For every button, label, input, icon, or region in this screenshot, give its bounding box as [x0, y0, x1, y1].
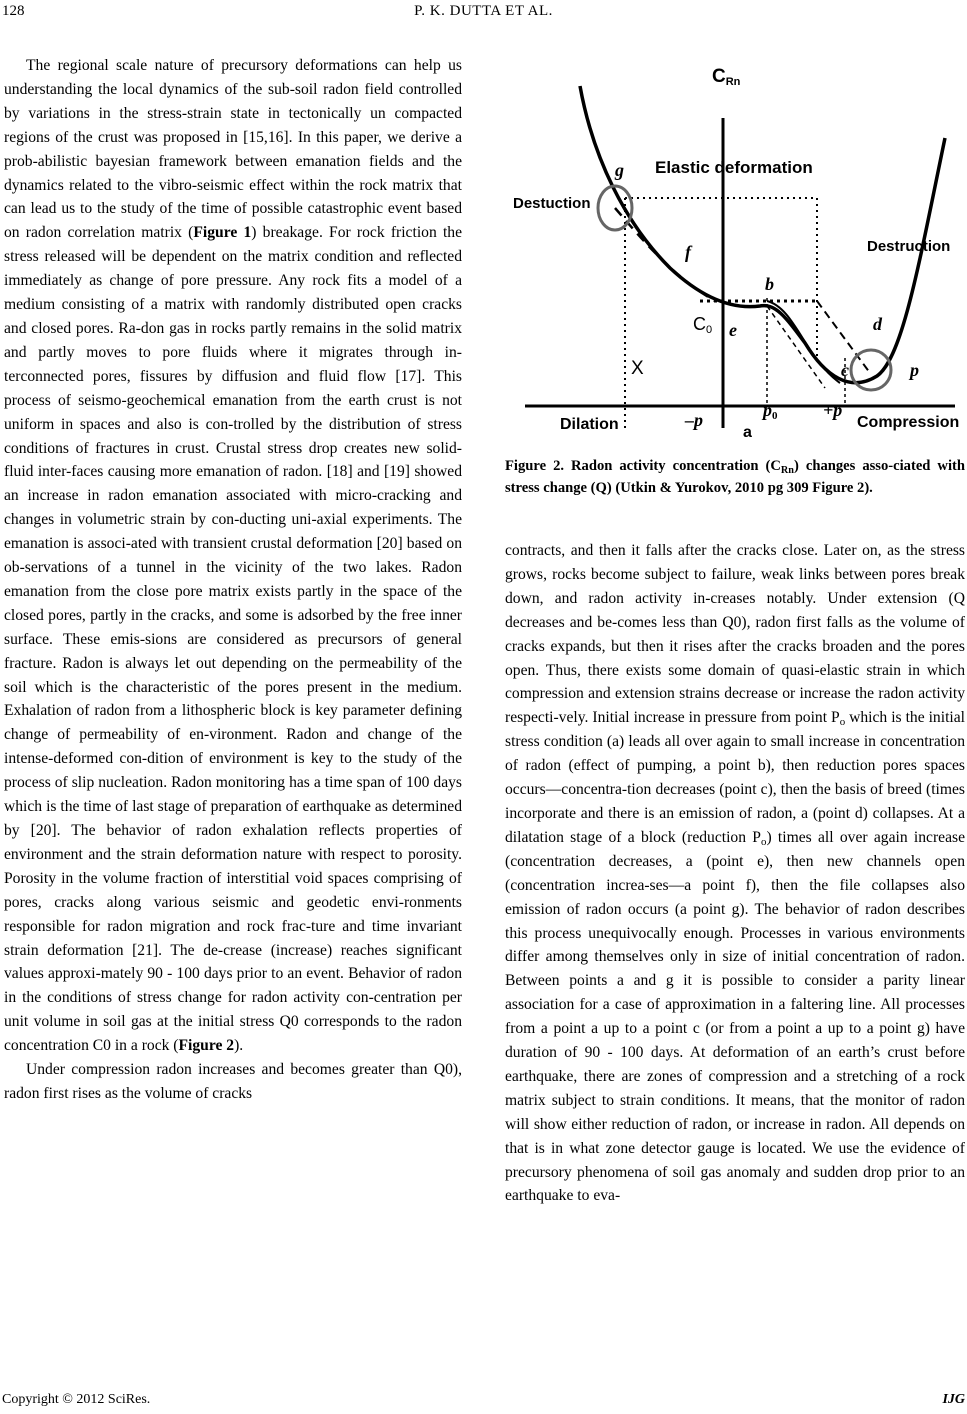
journal-abbreviation: IJG: [942, 1392, 965, 1407]
point-d-label: d: [873, 314, 882, 334]
point-c-label: c: [841, 360, 849, 380]
minus-p-label: –p: [685, 410, 703, 430]
dashed-branch-left: [615, 208, 715, 301]
x-label: X: [631, 358, 644, 379]
c0-label: $C_0$: [693, 314, 713, 336]
p0-label: $p_0$: [763, 400, 778, 422]
page-header: [0, 0, 967, 22]
paragraph: contracts, and then it falls after the cracks close. Later on, as the stress grows, rocks become subject to failure, weak links between pores break down, and radon activity in-creases notably. Under extension (Q decreases and be-comes less than Q0), radon first falls as the volume of cracks expands, but then it rises after the cracks broaden and the pores open. Thus, there exists some domain of quasi-elastic strain in which compression and extension strains decrease or increase the radon activity respecti-vely. Initial increase in pressure from point $P_o$ which is the initial stress condition (a) leads all over again to small increase in concentration of radon (effect of pumping, a point b), then reduction pores spaces occurs—concentra-tion decreases (point c), then the basis of breed (times incorporate and there is an emission of radon, a (point d) collapses. At a dilatation stage of a block (reduction $P_o$) times all over again increase (concentration decreases, a (point e), then new channels open (concentration increa-ses—a point f), then the file collapses also emission of radon occurs (a point g). The behavior of radon describes this process unequivocally enough. Processes in various environments differ among themselves only in size of initial concentration of radon. Between points a and g it is possible to consider a parity linear association for a case of approximation in a faltering line. All processes from a point a up to a point c (or from a point a up to a point g) have duration of 90 - 100 days. At deformation of an earth’s crust before earthquake, there are zones of compression and a stretching of a rock matrix subject to strain conditions. It means, that the monitor of radon will show either reduction of radon, or increase in radon. All depends on that is in what zone detector gauge is located. We use the evidence of precursory phenomena of soil gas anomaly and sudden drop prior to an earthquake to eva-: [505, 542, 965, 1205]
crn-label: $C_{Rn}$: [712, 66, 741, 88]
destruction-label: Destruction: [867, 238, 951, 255]
point-a-label: a: [743, 424, 752, 441]
page-footer: [0, 1389, 967, 1411]
paragraph: The regional scale nature of precursory deformations can help us understanding the local dynamics of the sub-soil radon field controlled by variations in the stress-strain state in tectonically un compacted regions of the crust was proposed in [15,16]. In this paper, we derive a prob-abilistic bayesian framework between emanation fields and the dynamics related to the vibro-seismic effect within the rock matrix that can lead us to the study of the time of possible catastrophic event based on radon correlation matrix (Figure 1) breakage. For rock friction the stress released will be dependent on the matrix condition and reflected immediately as change of pore pressure. Any rock fits a model of a medium consisting of a matrix with randomly distributed open cracks and closed pores. Ra-don gas in rocks partly remains in the solid matrix and partly moves to pore fluids where it migrates through in-terconnected pores, fissures by diffusion and fluid flow [17]. This process of seismo-geochemical emanation from the earth crust is not uniform in spaces and also is con-trolled by the distribution of stress conditions of fractures in crust. Crustal stress drop creates new solid-fluid inter-faces causing more emanation of radon. [18] and [19] showed an increase in radon emanation associated with micro-cracking and changes in volumetric strain by con-ducting uni-axial experiments. The emanation is associ-ated with transient crustal deformation [20] based on ob-servations of a tunnel in the vicinity of the two lakes. Radon emanation from the close pore matrix exists partly in the space of the closed pores, partly in the cracks, and some is adsorbed by the free inner surface. These emis-sions are considered as precursors of general fracture. Radon is always let out depending on the permeability of the soil which is the characteristic of the pores present in the medium. Exhalation of radon from a lithospheric block is key parameter defining change of permeability of en-vironment. Radon and change of the intense-deformed con-dition of environment is key to the study of the process of slip nucleation. Radon monitoring has a time span of 100 days which is the time of last stage of preparation of earthquake as determined by [20]. The behavior of radon exhalation reflects properties of environment and the strain deformation nature with respect to porosity. Porosity in the volume fraction of interstitial void spaces comprising of pores, cracks along various seismic and geodetic envi-ronments responsible for radon migration and rock frac-ture and time invariant strain deformation [21]. The de-crease (increase) reaches significant values approxi-mately 90 - 100 days prior to an event. Behavior of radon in the conditions of stress change for radon activity con-centration per unit volume in soil gas at the initial stress Q0 corresponds to the radon concentration C0 in a rock (Figure 2).: [4, 57, 462, 1055]
page-number: 128: [2, 3, 25, 19]
figure-2-reference[interactable]: Figure 2: [178, 1037, 235, 1055]
figure-2: [505, 58, 965, 448]
point-e-label: e: [729, 320, 737, 340]
point-b-label: b: [765, 274, 774, 294]
main-curve: [580, 86, 945, 383]
compression-label: Compression: [857, 414, 960, 431]
right-column: [505, 539, 965, 1208]
dilation-label: Dilation: [560, 416, 619, 433]
figure-1-reference[interactable]: Figure 1: [193, 224, 252, 242]
destuction-label: Destuction: [513, 195, 591, 212]
paragraph: Under compression radon increases and becomes greater than Q0), radon first rises as the volume of cracks: [4, 1061, 462, 1102]
left-column: [4, 54, 462, 1106]
elastic-deformation-label: Elastic deformation: [655, 158, 813, 177]
figure-caption: Figure 2. Radon activity concentration $(C_{Rn})$ changes asso-ciated with stress change (Q) (Utkin & Yurokov, 2010 pg 309 Figure 2).: [505, 458, 965, 496]
running-title: P. K. DUTTA ET AL.: [414, 3, 553, 19]
plus-p-label: +p: [823, 400, 843, 420]
point-g-label: g: [615, 160, 624, 180]
copyright-notice: Copyright © 2012 SciRes.: [2, 1392, 151, 1407]
p-label: p: [910, 360, 919, 380]
point-f-label: f: [685, 242, 691, 262]
